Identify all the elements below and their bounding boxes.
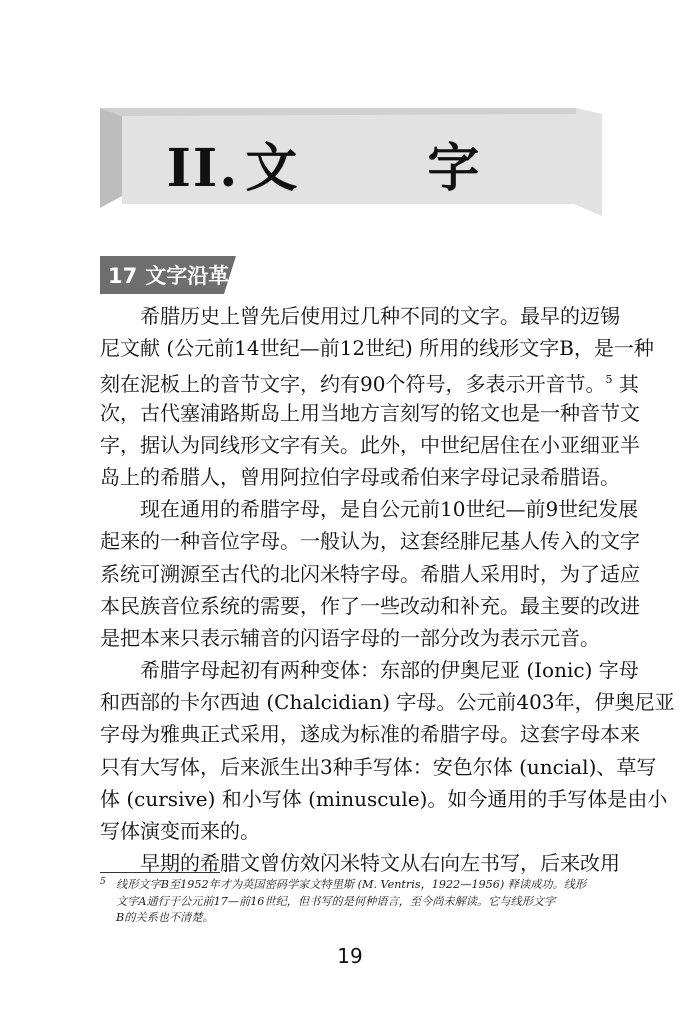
chapter-banner (100, 108, 602, 218)
footnote-line: B的关系也不清楚。 (116, 911, 214, 924)
text-line: 本民族音位系统的需要，作了一些改动和补充。最主要的改进 (100, 593, 640, 618)
text-line: 只有大写体，后来派生出3种手写体：安色尔体 (uncial)、草写 (100, 754, 657, 779)
footnote-line: 文字A通行于公元前17—前16世纪，但书写的是何种语言，至今尚未解读。它与线形文字 (116, 894, 556, 908)
text-line: 现在通用的希腊字母，是自公元前10世纪—前9世纪发展 (140, 497, 639, 522)
footnote-line: 线形文字B至1952年才为英国密码学家文特里斯 (M. Ventris，1922—1956) 释读成功。线形 (116, 878, 587, 891)
footnote-mark: 5 (100, 877, 106, 887)
text-line: 是把本来只表示辅音的闪语字母的一部分改为表示元音。 (100, 625, 600, 650)
text-line: 写体演变而来的。 (100, 819, 260, 843)
section-title: 文字沿革 (145, 264, 230, 288)
chapter-name: 文 字 (245, 138, 536, 199)
text-line (100, 364, 639, 397)
text-line: 起来的一种音位字母。一般认为，这套经腓尼基人传入的文字 (100, 529, 640, 554)
text-line: 次，古代塞浦路斯岛上用当地方言刻写的铭文也是一种音节文 (100, 400, 640, 425)
paragraph-4 (100, 847, 620, 879)
chapter-number: II. (166, 138, 240, 199)
page-number: 19 (337, 944, 363, 968)
text-line: 岛上的希腊人，曾用阿拉伯字母或希伯来字母记录希腊语。 (100, 464, 620, 489)
footnote (100, 877, 605, 927)
text-line: 希腊字母起初有两种变体：东部的伊奥尼亚 (Ionic) 字母 (140, 658, 639, 683)
text-line: 系统可溯源至古代的北闪米特字母。希腊人采用时，为了适应 (100, 561, 640, 586)
paragraph-1 (100, 300, 654, 493)
footnote-divider (100, 872, 220, 873)
text-line: 和西部的卡尔西迪 (Chalcidian) 字母。公元前403年，伊奥尼亚 (100, 690, 675, 715)
paragraph-3 (100, 654, 675, 847)
text-line: 尼文献 (公元前14世纪—前12世纪) 所用的线形文字B，是一种 (100, 336, 654, 361)
text-line-part: 其 (618, 372, 639, 397)
paragraph-2 (100, 493, 640, 654)
text-line: 体 (cursive) 和小写体 (minuscule)。如今通用的手写体是由小 (100, 786, 668, 811)
text-line: 早期的希腊文曾仿效闪米特文从右向左书写，后来改用 (140, 851, 620, 876)
body-text (100, 300, 675, 879)
text-line-part: 刻在泥板上的音节文字，约有90个符号，多表示开音节。 (100, 372, 606, 397)
section-header (100, 256, 236, 294)
text-line: 字，据认为同线形文字有关。此外，中世纪居住在小亚细亚半 (100, 432, 640, 457)
text-line: 希腊历史上曾先后使用过几种不同的文字。最早的迈锡 (140, 304, 620, 328)
footnote-reference[interactable]: 5 (605, 373, 613, 387)
section-label (108, 260, 229, 290)
section-number: 17 (108, 264, 138, 288)
text-line: 字母为雅典正式采用，遂成为标准的希腊字母。这套字母本来 (100, 722, 640, 747)
chapter-title (100, 126, 602, 201)
